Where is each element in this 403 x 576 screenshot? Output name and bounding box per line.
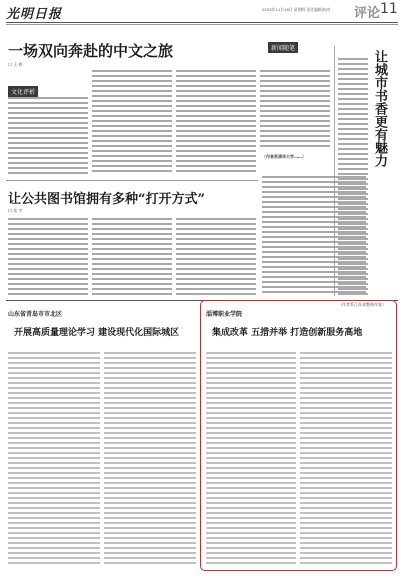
article1-col4 (260, 70, 330, 150)
article2-col2 (92, 218, 172, 298)
newspaper-logo: 光明日报 (6, 7, 63, 22)
article2-title: 让公共图书馆拥有多种“打开方式” (8, 192, 205, 207)
article2-author: 口 张 宇 (8, 208, 23, 213)
article1-col3 (176, 70, 256, 175)
issue-date: 2023年11月16日 星期四 责任编辑/校对 (262, 7, 331, 12)
article1-column-badge: 文化评析 (8, 86, 38, 97)
article1-col2 (92, 70, 172, 175)
ad-left-col1 (8, 352, 100, 567)
article1-title: 一场双向奔赴的中文之旅 (8, 42, 174, 60)
header-rule-secondary (6, 24, 398, 25)
sidebar-caption: （作者系江苏省教师作家） (338, 302, 386, 307)
ad-right-col2 (300, 352, 392, 564)
header-rule (6, 22, 398, 23)
article1-caption: （作者系清华大学……） (262, 154, 306, 159)
ad-left-title: 开展高质量理论学习 建设现代化国际城区 (14, 328, 180, 338)
article1-author: 口 王 婷 (8, 62, 23, 67)
ad-left-col2 (104, 352, 196, 567)
ad-left-region: 山东省青岛市市北区 (8, 311, 63, 318)
sidebar-title: 让城市书香更有魅力 (372, 50, 387, 167)
sidebar-badge: 新闻随笔 (268, 42, 298, 53)
section-name: 评论 (354, 6, 381, 21)
article2-rule (6, 180, 258, 181)
article2-col1 (8, 218, 88, 298)
article1-col1 (8, 97, 88, 175)
ad-right-title: 集成改革 五措并举 打造创新服务高地 (212, 328, 363, 338)
article2-col3 (176, 218, 256, 298)
ad-right-col1 (206, 352, 296, 564)
page-number: 11 (380, 1, 398, 17)
ad-right-org: 淄博职业学院 (206, 311, 243, 318)
sidebar-text-wide (262, 176, 366, 296)
